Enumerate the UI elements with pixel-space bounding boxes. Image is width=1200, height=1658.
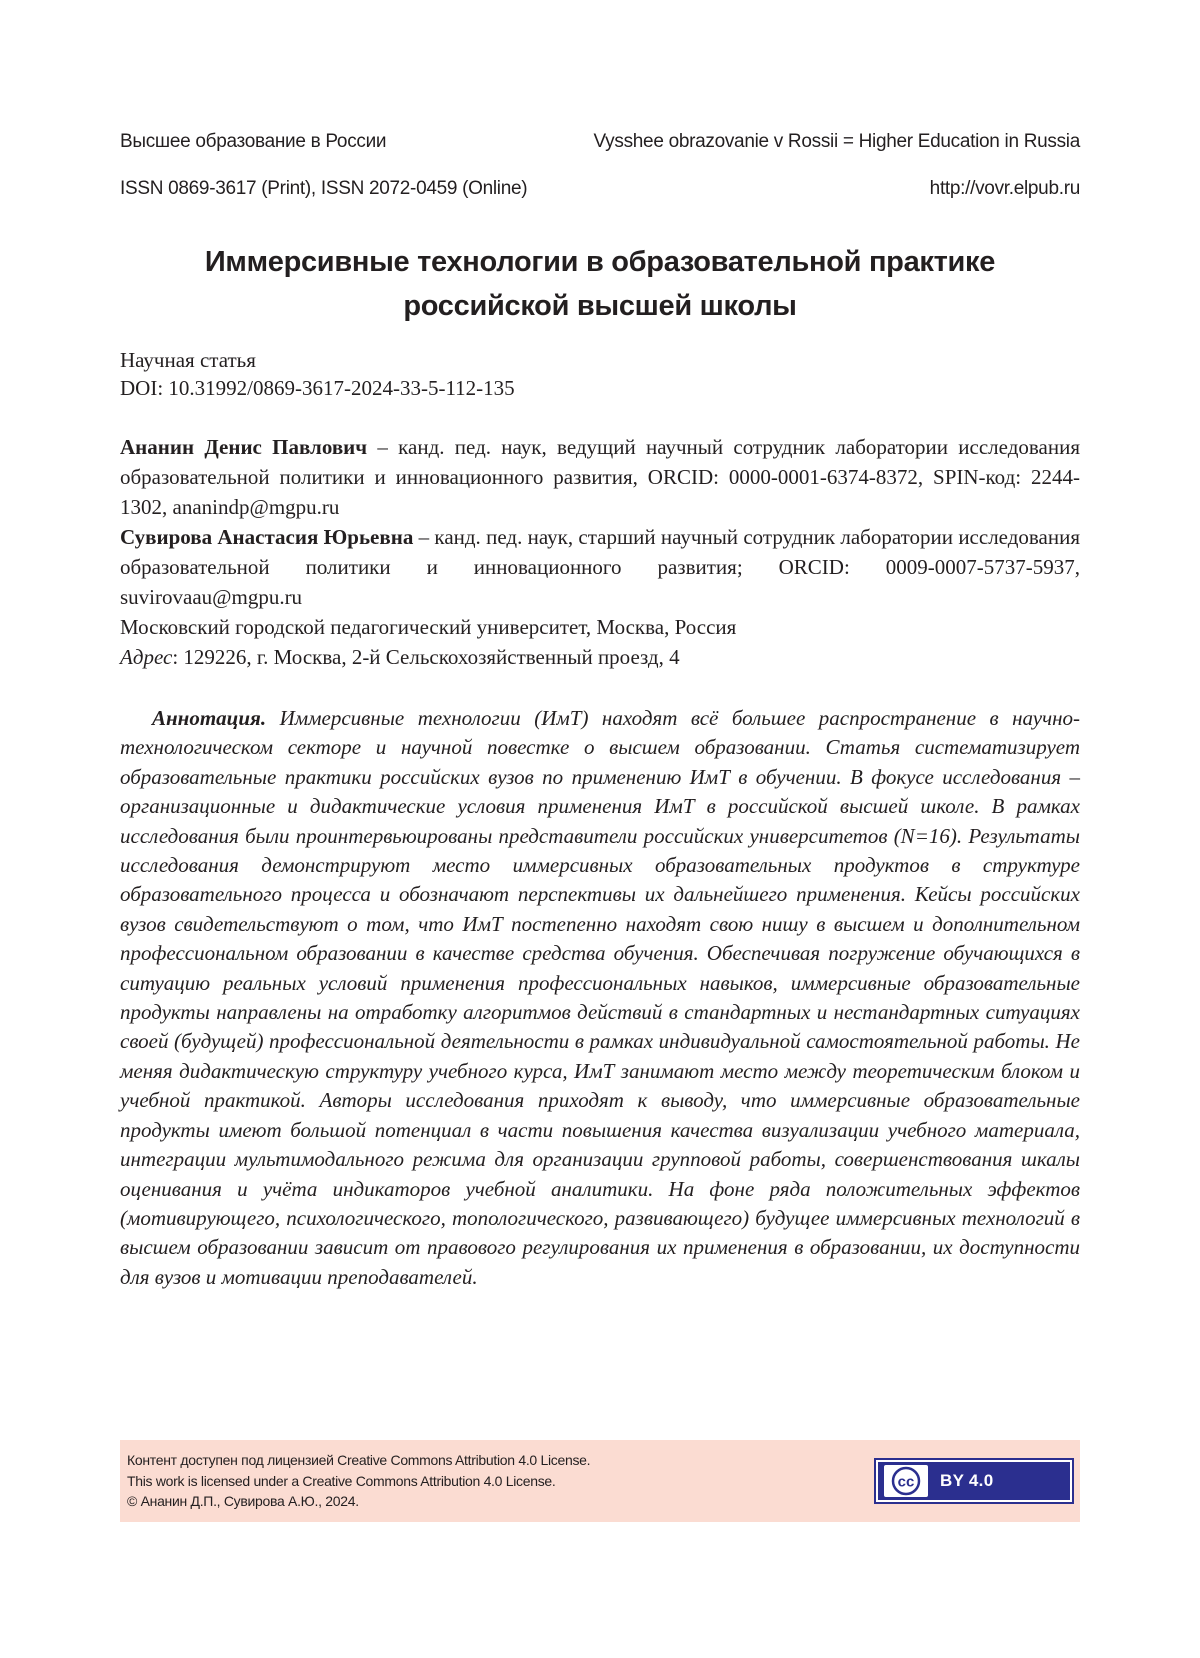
license-line-ru: Контент доступен под лицензией Creative Commons Attribution 4.0 License. (127, 1452, 591, 1468)
journal-issn-row (120, 178, 1080, 200)
cc-icon-text: cc (897, 1473, 915, 1491)
author-entry (120, 432, 1080, 522)
authors-block (120, 432, 1080, 672)
abstract-label: Аннотация. (152, 706, 267, 730)
article-meta (120, 346, 515, 402)
author-name: Ананин Денис Павлович (120, 435, 368, 459)
article-title-line-2: российской высшей школы (403, 290, 797, 322)
address-label: Адрес (120, 645, 173, 669)
author-details: – канд. пед. наук, старший научный сотрудник лаборатории исследования образовательной политики и инновационного развития; ORCID: 0009-0007-5737-5937, suvirovaau@mgpu.ru (120, 525, 1081, 609)
affiliation: Московский городской педагогический университет, Москва, Россия (120, 615, 737, 639)
journal-header (120, 131, 1080, 153)
abstract-text: Иммерсивные технологии (ИмТ) находят всё большее распространение в научно-технологическом секторе и научной повестке о высшем образовании. Статья систематизирует образовательные практики российских вузов по применению ИмТ в обучении. В фокусе исследования – организационные и дидактические условия применения ИмТ в российской высшей школе. В рамках исследования были проинтервьюированы представители российских университетов (N=16). Результаты исследования демонстрируют место иммерсивных образовательных продуктов в структуре образовательного процесса и обозначают перспективы их дальнейшего применения. Кейсы российских вузов свидетельствуют о том, что ИмТ постепенно находят свою нишу в высшем и дополнительном профессиональном образовании в качестве средства обучения. Обеспечивая погружение обучающихся в ситуацию реальных условий применения профессиональных навыков, иммерсивные образовательные продукты направлены на отработку алгоритмов действий в стандартных и нестандартных ситуациях своей (будущей) профессиональной деятельности в рамках индивидуальной самостоятельной работы. Не меняя дидактическую структуру учебного курса, ИмТ занимают место между теоретическим блоком и учебной практикой. Авторы исследования приходят к выводу, что иммерсивные образовательные продукты имеют большой потенциал в части повышения качества визуализации учебного материала, интеграции мультимодального режима для организации групповой работы, совершенствования шкалы оценивания и учёта индикаторов учебной аналитики. На фоне ряда положительных эффектов (мотивирующего, психологического, топологического, развивающего) будущее иммерсивных технологий в высшем образовании зависит от правового регулирования их применения в образовании, их доступности для вузов и мотивации преподавателей. (120, 706, 1080, 1289)
author-details: – канд. пед. наук, ведущий научный сотрудник лаборатории исследования образовательной политики и инновационного развития, ORCID: 0000-0001-6374-8372, SPIN-код: 2244-1302, ananindp@mgpu.ru (120, 435, 1080, 519)
license-box (120, 1440, 1080, 1522)
copyright-line: © Ананин Д.П., Сувирова А.Ю., 2024. (127, 1493, 359, 1509)
article-type: Научная статья (120, 348, 256, 372)
cc-badge-label: BY 4.0 (940, 1471, 994, 1490)
article-doi[interactable]: DOI: 10.31992/0869-3617-2024-33-5-112-135 (120, 376, 515, 400)
article-title-line-1: Иммерсивные технологии в образовательной практике (204, 246, 996, 278)
author-entry (120, 522, 1080, 612)
journal-title-en: Vysshee obrazovanie v Rossii = Higher Education in Russia (593, 131, 1080, 152)
journal-url[interactable]: http://vovr.elpub.ru (929, 178, 1080, 199)
address (120, 642, 1080, 672)
address-value: : 129226, г. Москва, 2-й Сельскохозяйственный проезд, 4 (172, 645, 680, 669)
license-text (127, 1450, 590, 1512)
cc-icon-graphic (886, 1466, 926, 1496)
journal-title-ru: Высшее образование в России (120, 131, 387, 152)
license-line-en: This work is licensed under a Creative Commons Attribution 4.0 License. (127, 1472, 556, 1489)
article-title (120, 240, 1080, 328)
issn: ISSN 0869-3617 (Print), ISSN 2072-0459 (Online) (120, 178, 528, 199)
cc-license-badge[interactable] (876, 1460, 1072, 1502)
abstract (120, 704, 1080, 1292)
cc-icon (884, 1465, 928, 1497)
author-name: Сувирова Анастасия Юрьевна (120, 525, 414, 549)
